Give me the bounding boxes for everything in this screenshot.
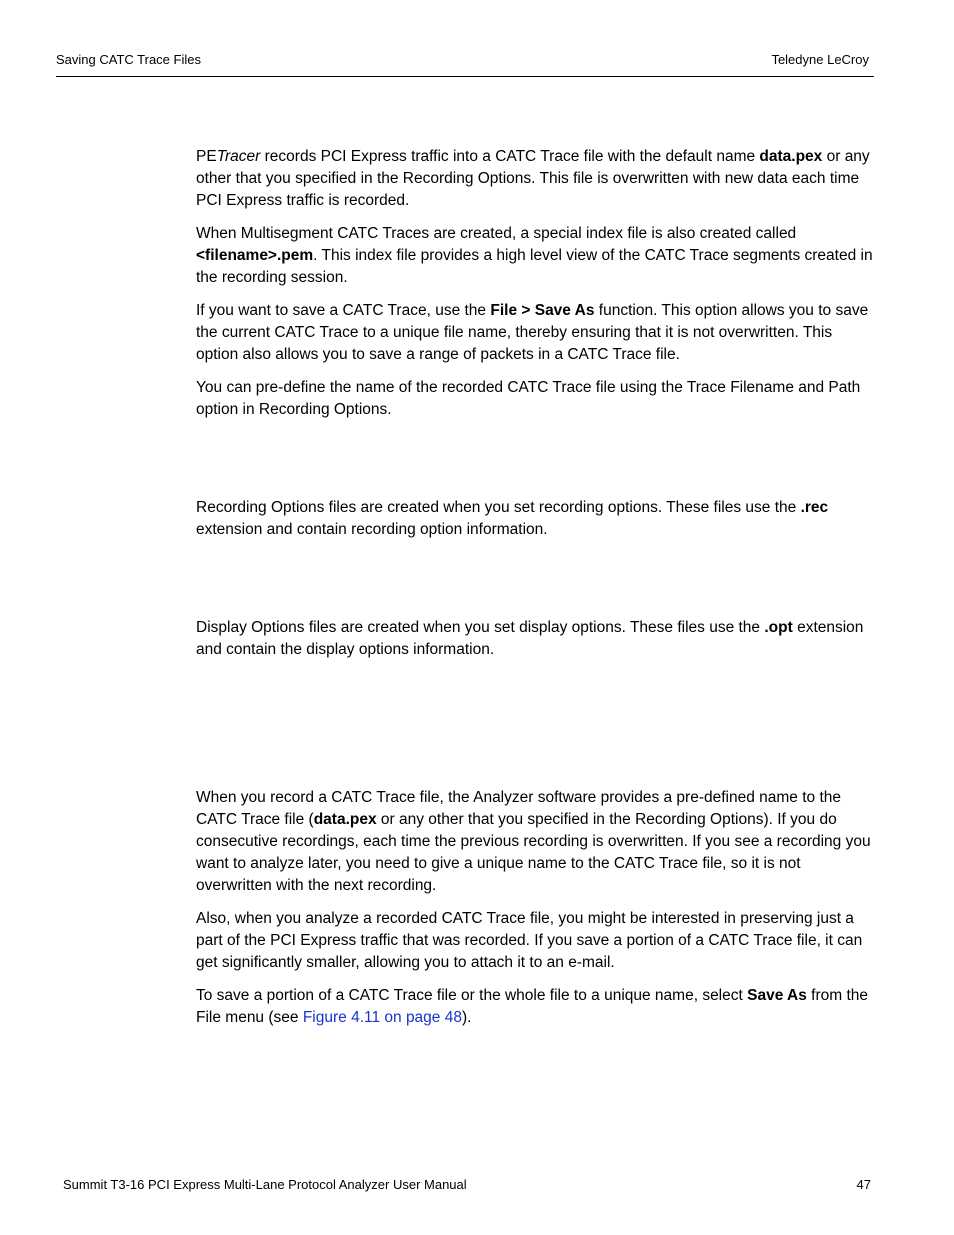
rec-extension: .rec (800, 499, 829, 516)
paragraph-predefine-name: You can pre-define the name of the recorded CATC Trace file using the Trace Filename and Path option in Recording Options. (196, 379, 861, 418)
header-section-title: Saving CATC Trace Files (56, 52, 201, 67)
paragraph-recording-options-files: Recording Options files are created when you set recording options. These files use the .rec extension and contain recording option information. (196, 499, 829, 538)
default-filename: data.pex (313, 811, 377, 828)
index-filename: <filename>.pem (196, 247, 314, 264)
paragraph-display-options-files: Display Options files are created when you set display options. These files use the .opt extension and contain the display options information. (196, 619, 864, 658)
paragraph-default-trace-name: PETracer records PCI Express traffic into a CATC Trace file with the default name data.pex or any other that you specified in the Recording Options. This file is overwritten with new data each time PCI Express traffic is recorded. (196, 148, 870, 209)
header-company-name: Teledyne LeCroy (771, 52, 869, 67)
footer-page-number: 47 (856, 1177, 871, 1192)
product-name-italic: Tracer (216, 148, 261, 165)
menu-path-save-as: File > Save As (490, 302, 595, 319)
opt-extension: .opt (764, 619, 793, 636)
paragraph-save-as-function: If you want to save a CATC Trace, use the File > Save As function. This option allows you to save the current CATC Trace to a unique file name, thereby ensuring that it is not overwritten. This option also allows you to save a range of packets in a CATC Trace file. (196, 302, 869, 363)
running-header (56, 52, 874, 77)
paragraph-consecutive-recordings: When you record a CATC Trace file, the Analyzer software provides a pre-defined name to the CATC Trace file (data.pex or any other that you specified in the Recording Options). If you do consecutive recordings, each time the previous recording is overwritten. If you see a recording you want to analyze later, you need to give a unique name to the CATC Trace file, so it is not overwritten with the next recording. (196, 789, 871, 894)
paragraph-save-portion: Also, when you analyze a recorded CATC Trace file, you might be interested in preserving just a part of the PCI Express traffic that was recorded. If you save a portion of a CATC Trace file, it can get significantly smaller, allowing you to attach it to an e-mail. (196, 910, 863, 971)
section-spacer (196, 552, 874, 617)
paragraph-multisegment-index: When Multisegment CATC Traces are created, a special index file is also created called <filename>.pem. This index file provides a high level view of the CATC Trace segments created in the recording session. (196, 225, 873, 286)
paragraph-save-as-instructions: To save a portion of a CATC Trace file or the whole file to a unique name, select Save As from the File menu (see Figure 4.11 on page 48). (196, 987, 869, 1026)
menu-item-save-as: Save As (747, 987, 807, 1004)
section-spacer (196, 432, 874, 497)
default-filename: data.pex (759, 148, 823, 165)
section-spacer (196, 672, 874, 787)
page-body (196, 146, 874, 1040)
footer-manual-title: Summit T3-16 PCI Express Multi-Lane Protocol Analyzer User Manual (63, 1177, 467, 1192)
figure-cross-reference-link[interactable]: Figure 4.11 on page 48 (302, 1009, 462, 1026)
